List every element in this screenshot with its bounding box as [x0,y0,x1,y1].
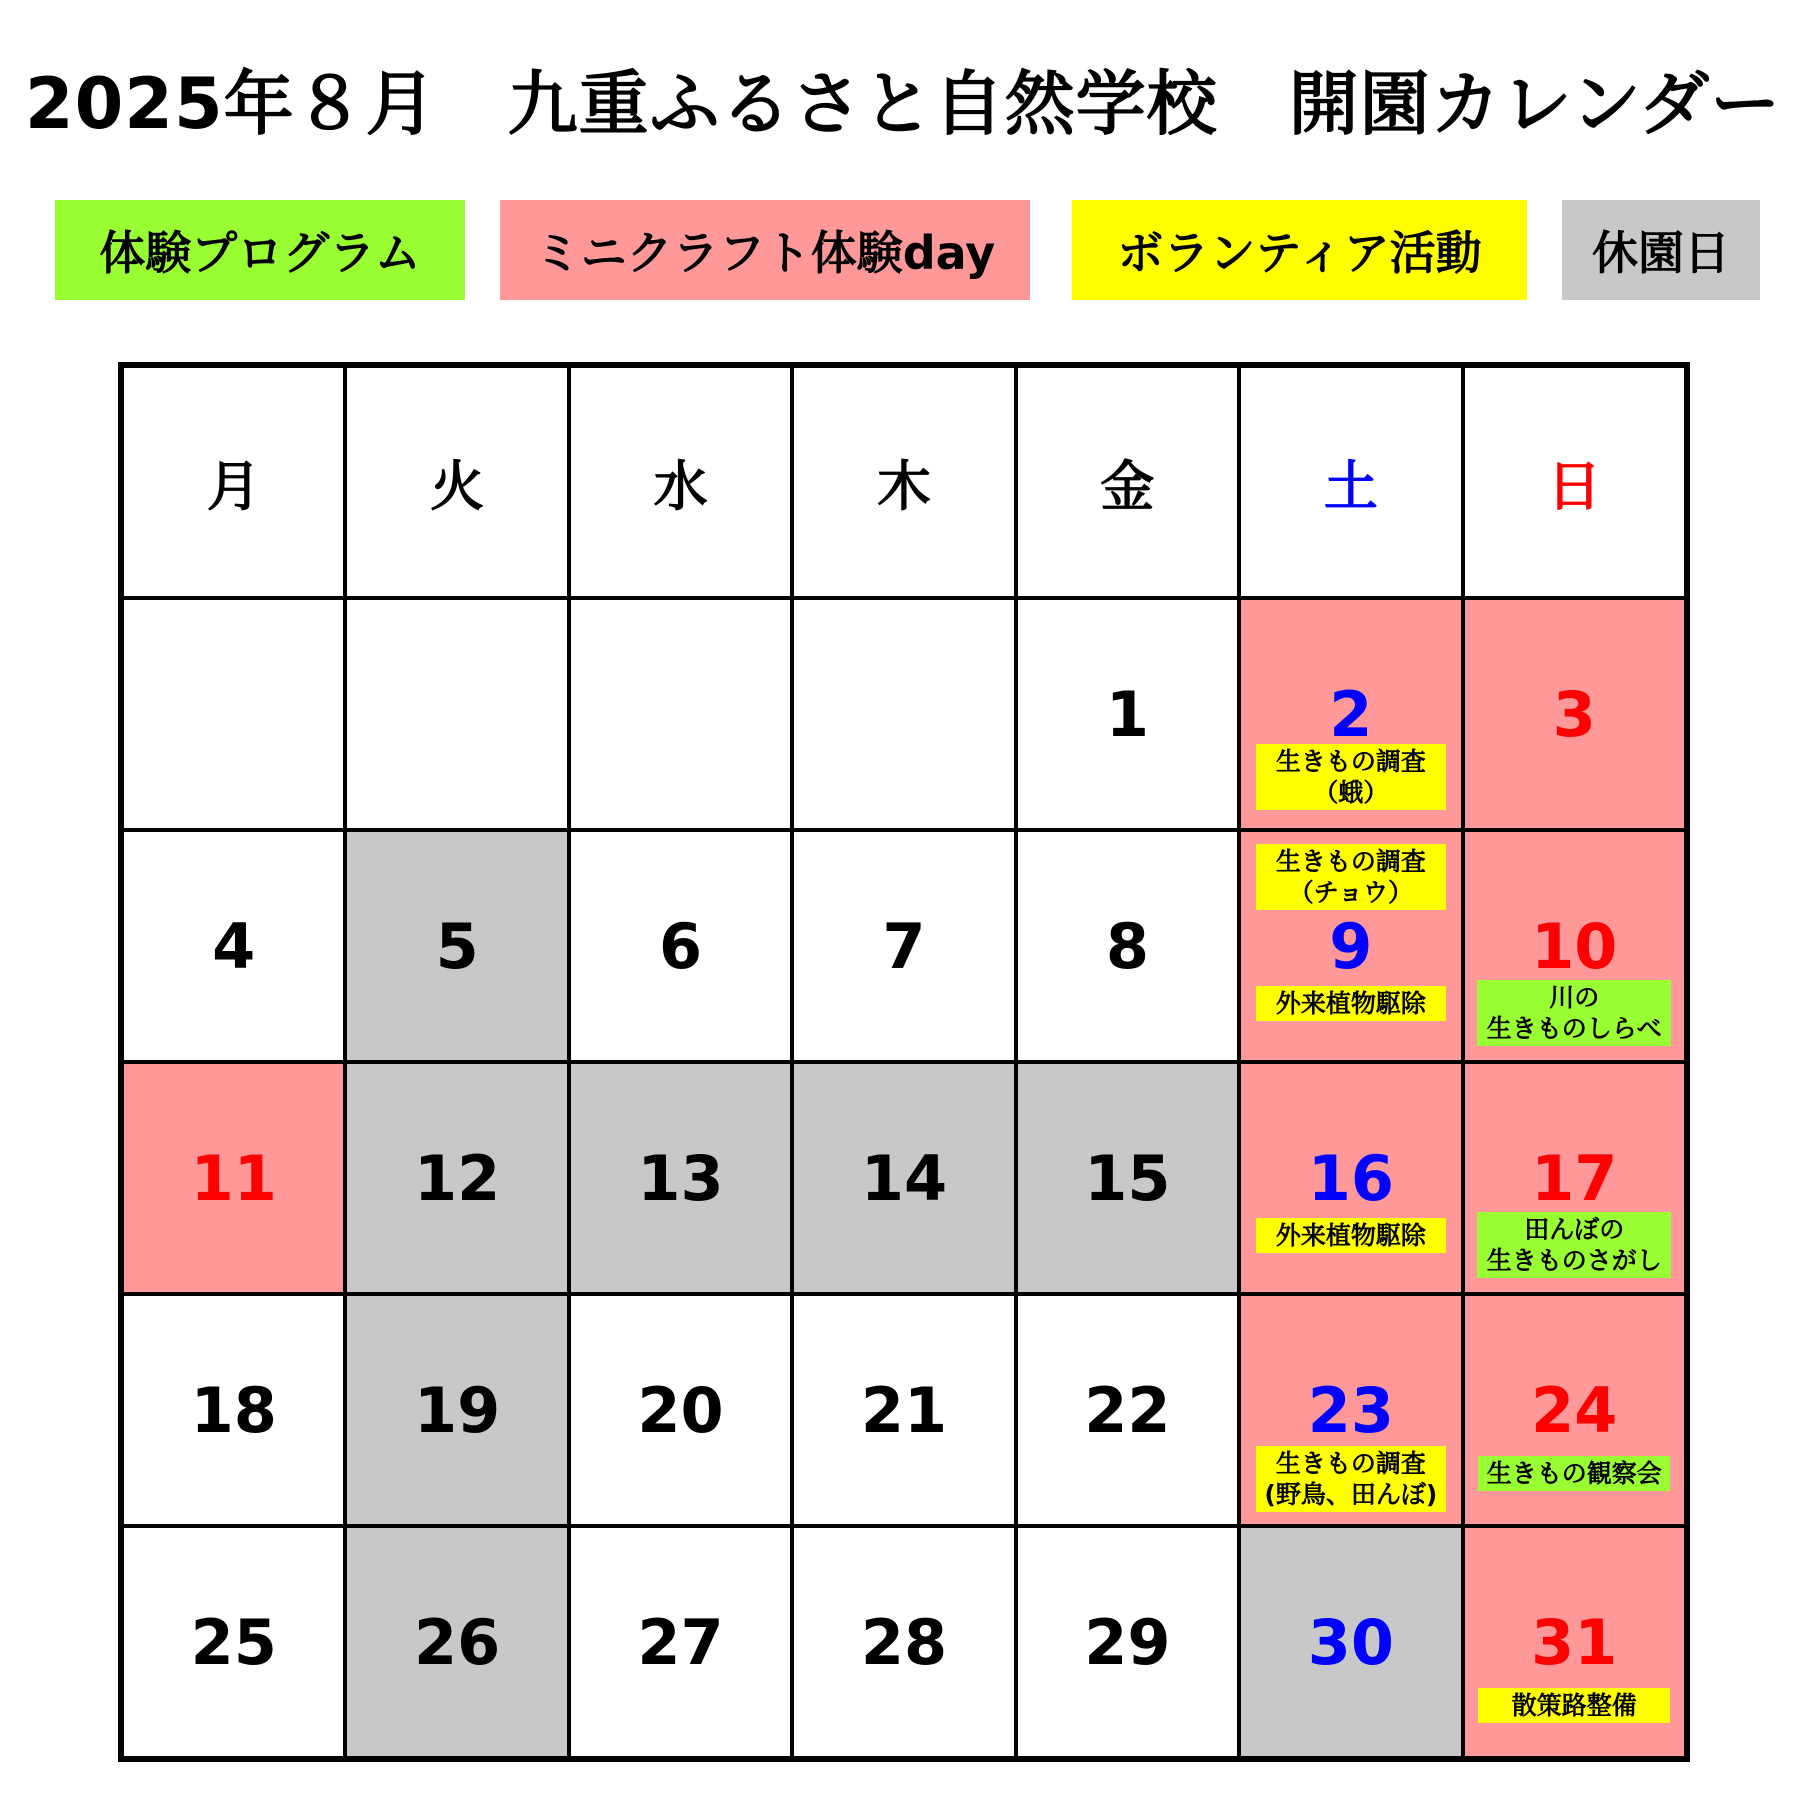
day-cell [1465,832,1684,1060]
day-number: 10 [1531,909,1618,983]
day-number: 7 [882,909,926,983]
legend-volunteer [1072,200,1527,300]
day-cell [794,1296,1013,1524]
day-cell [347,1528,566,1756]
day-number: 1 [1105,677,1149,751]
day-cell [124,1528,343,1756]
day-number: 11 [190,1141,277,1215]
day-number: 6 [658,909,703,983]
day-cell [1018,600,1237,828]
day-number: 30 [1307,1605,1394,1679]
legend-mini-craft-day [500,200,1030,300]
day-number: 20 [637,1373,724,1447]
day-cell [794,832,1013,1060]
event-volunteer: 外来植物駆除 [1256,986,1446,1021]
event-volunteer: 散策路整備 [1478,1688,1670,1723]
event-experience-program: 田んぼの 生きものさがし [1477,1212,1671,1278]
legend-label: ミニクラフト体験day [534,226,996,280]
legend-experience-program [55,200,465,300]
day-cell [1465,1064,1684,1292]
day-number: 26 [413,1605,501,1679]
day-cell [1465,1296,1684,1524]
day-number: 12 [413,1141,501,1215]
weekday-mon: 月 [124,368,343,596]
day-cell [1465,1528,1684,1756]
day-cell [571,1064,790,1292]
day-number: 23 [1307,1373,1394,1447]
day-number: 24 [1531,1373,1618,1447]
day-cell [347,832,566,1060]
day-cell [1241,832,1460,1060]
day-cell [1241,1064,1460,1292]
legend-label: 体験プログラム [99,226,421,280]
weekday-thu: 木 [794,368,1013,596]
day-cell [571,1296,790,1524]
page-title: 2025年８月 九重ふるさと自然学校 開園カレンダー [24,63,1782,145]
day-cell [571,1528,790,1756]
day-cell [1465,600,1684,828]
empty-cell [347,600,566,828]
weekday-tue: 火 [347,368,566,596]
day-number: 18 [190,1373,277,1447]
day-cell [124,832,343,1060]
day-number: 29 [1084,1605,1171,1679]
day-number: 21 [860,1373,948,1447]
legend-closed-day [1562,200,1760,300]
day-number: 2 [1329,677,1373,751]
day-number: 4 [212,909,256,983]
day-cell [1018,832,1237,1060]
day-number: 13 [637,1141,724,1215]
day-cell [1241,1296,1460,1524]
day-cell [1018,1064,1237,1292]
day-cell [1241,1528,1460,1756]
weekday-sat: 土 [1241,368,1460,596]
day-number: 27 [637,1605,724,1679]
event-volunteer: 生きもの調査 （チョウ） [1256,844,1446,910]
legend-label: 休園日 [1592,226,1730,280]
empty-cell [794,600,1013,828]
empty-cell [124,600,343,828]
day-number: 3 [1552,677,1596,751]
day-number: 17 [1531,1141,1618,1215]
day-cell [1241,600,1460,828]
day-cell [124,1064,343,1292]
day-number: 16 [1307,1141,1394,1215]
event-experience-program: 川の 生きものしらべ [1477,980,1671,1046]
day-number: 9 [1329,909,1373,983]
day-number: 14 [860,1141,948,1215]
event-volunteer: 生きもの調査 (野鳥、田んぼ) [1256,1446,1446,1512]
day-number: 5 [435,909,479,983]
weekday-sun: 日 [1465,368,1684,596]
event-volunteer: 外来植物駆除 [1256,1218,1446,1253]
day-number: 8 [1105,909,1149,983]
calendar-grid [118,362,1690,1762]
day-cell [571,832,790,1060]
day-number: 31 [1531,1605,1618,1679]
day-number: 15 [1084,1141,1171,1215]
day-cell [794,1064,1013,1292]
day-number: 28 [860,1605,948,1679]
day-cell [347,1296,566,1524]
day-number: 19 [413,1373,501,1447]
day-cell [794,1528,1013,1756]
day-number: 22 [1084,1373,1171,1447]
event-volunteer: 生きもの調査 （蛾） [1256,744,1446,810]
event-experience-program: 生きもの観察会 [1478,1456,1670,1491]
day-cell [124,1296,343,1524]
weekday-wed: 水 [571,368,790,596]
empty-cell [571,600,790,828]
day-cell [1018,1528,1237,1756]
weekday-fri: 金 [1018,368,1237,596]
day-number: 25 [190,1605,277,1679]
day-cell [1018,1296,1237,1524]
legend-label: ボランティア活動 [1117,226,1482,280]
day-cell [347,1064,566,1292]
